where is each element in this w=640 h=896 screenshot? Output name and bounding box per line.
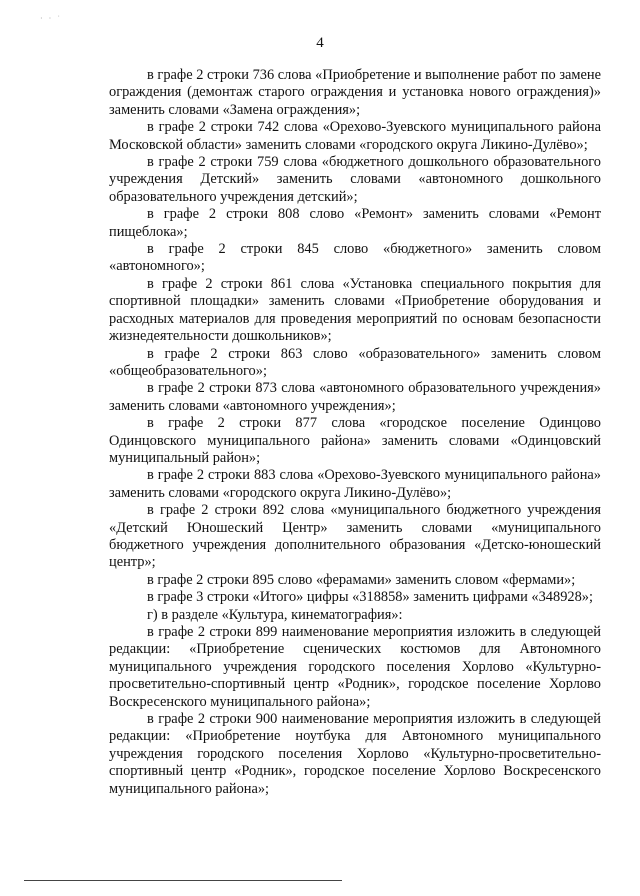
paragraph-line-808: в графе 2 строки 808 слово «Ремонт» заменить словами «Ремонт пищеблока»;: [109, 206, 601, 240]
footer-rule: [24, 880, 342, 881]
paragraph-itogo: в графе 3 строки «Итого» цифры «318858» заменить цифрами «348928»;: [147, 589, 593, 606]
paragraph-line-742: в графе 2 строки 742 слова «Орехово-Зуевского муниципального района Московской области» заменить словами «городского округа Ликино-Дулёво»;: [109, 119, 601, 153]
scan-marks: · · ˙: [40, 14, 62, 23]
paragraph-line-899: в графе 2 строки 899 наименование мероприятия изложить в следующей редакции: «Приобретение сценических костюмов для Автономного муниципального учреждения городского поселения Хорлово «Культурно-просветительно-спортивный центр «Родник», городское поселение Хорлово Воскресенского муниципального района»;: [109, 624, 601, 710]
document-body: [109, 67, 601, 798]
paragraph-line-759: в графе 2 строки 759 слова «бюджетного дошкольного образовательного учреждения Детский» заменить словами «автономного дошкольного образовательного учреждения детский»;: [109, 154, 601, 205]
page-number: 4: [316, 35, 324, 51]
paragraph-line-900: в графе 2 строки 900 наименование мероприятия изложить в следующей редакции: «Приобретение ноутбука для Автономного муниципального учреждения городского поселения Хорлово «Культурно-просветительно-спортивный центр «Родник», городское поселение Хорлово Воскресенского муниципального района»;: [109, 711, 601, 797]
paragraph-line-895: в графе 2 строки 895 слово «ферамами» заменить словом «фермами»;: [147, 571, 576, 588]
paragraph-line-877: в графе 2 строки 877 слова «городское поселение Одинцово Одинцовского муниципального района» заменить словами «Одинцовский муниципальный район»;: [109, 415, 601, 466]
paragraph-line-873: в графе 2 строки 873 слова «автономного образовательного учреждения» заменить словами «автономного учреждения»;: [109, 380, 601, 414]
section-heading-culture: г) в разделе «Культура, кинематография»:: [147, 606, 403, 623]
paragraph-line-883: в графе 2 строки 883 слова «Орехово-Зуевского муниципального района» заменить словами «городского округа Ликино-Дулёво»;: [109, 467, 601, 501]
paragraph-line-845: в графе 2 строки 845 слово «бюджетного» заменить словом «автономного»;: [109, 241, 601, 275]
paragraph-line-863: в графе 2 строки 863 слово «образовательного» заменить словом «общеобразовательного»;: [109, 345, 601, 379]
paragraph-line-736: в графе 2 строки 736 слова «Приобретение и выполнение работ по замене ограждения (демонтаж старого ограждения и установка нового ограждения)» заменить словами «Замена ограждения»;: [109, 67, 601, 118]
paragraph-line-892: в графе 2 строки 892 слова «муниципального бюджетного учреждения «Детский Юношеский Центр» заменить словами «муниципального бюджетного учреждения дополнительного образования «Детско-юношеский центр»;: [109, 502, 601, 571]
paragraph-line-861: в графе 2 строки 861 слова «Установка специального покрытия для спортивной площадки» заменить словами «Приобретение оборудования и расходных материалов для проведения мероприятий по основам безопасности жизнедеятельности дошкольников»;: [109, 275, 601, 345]
